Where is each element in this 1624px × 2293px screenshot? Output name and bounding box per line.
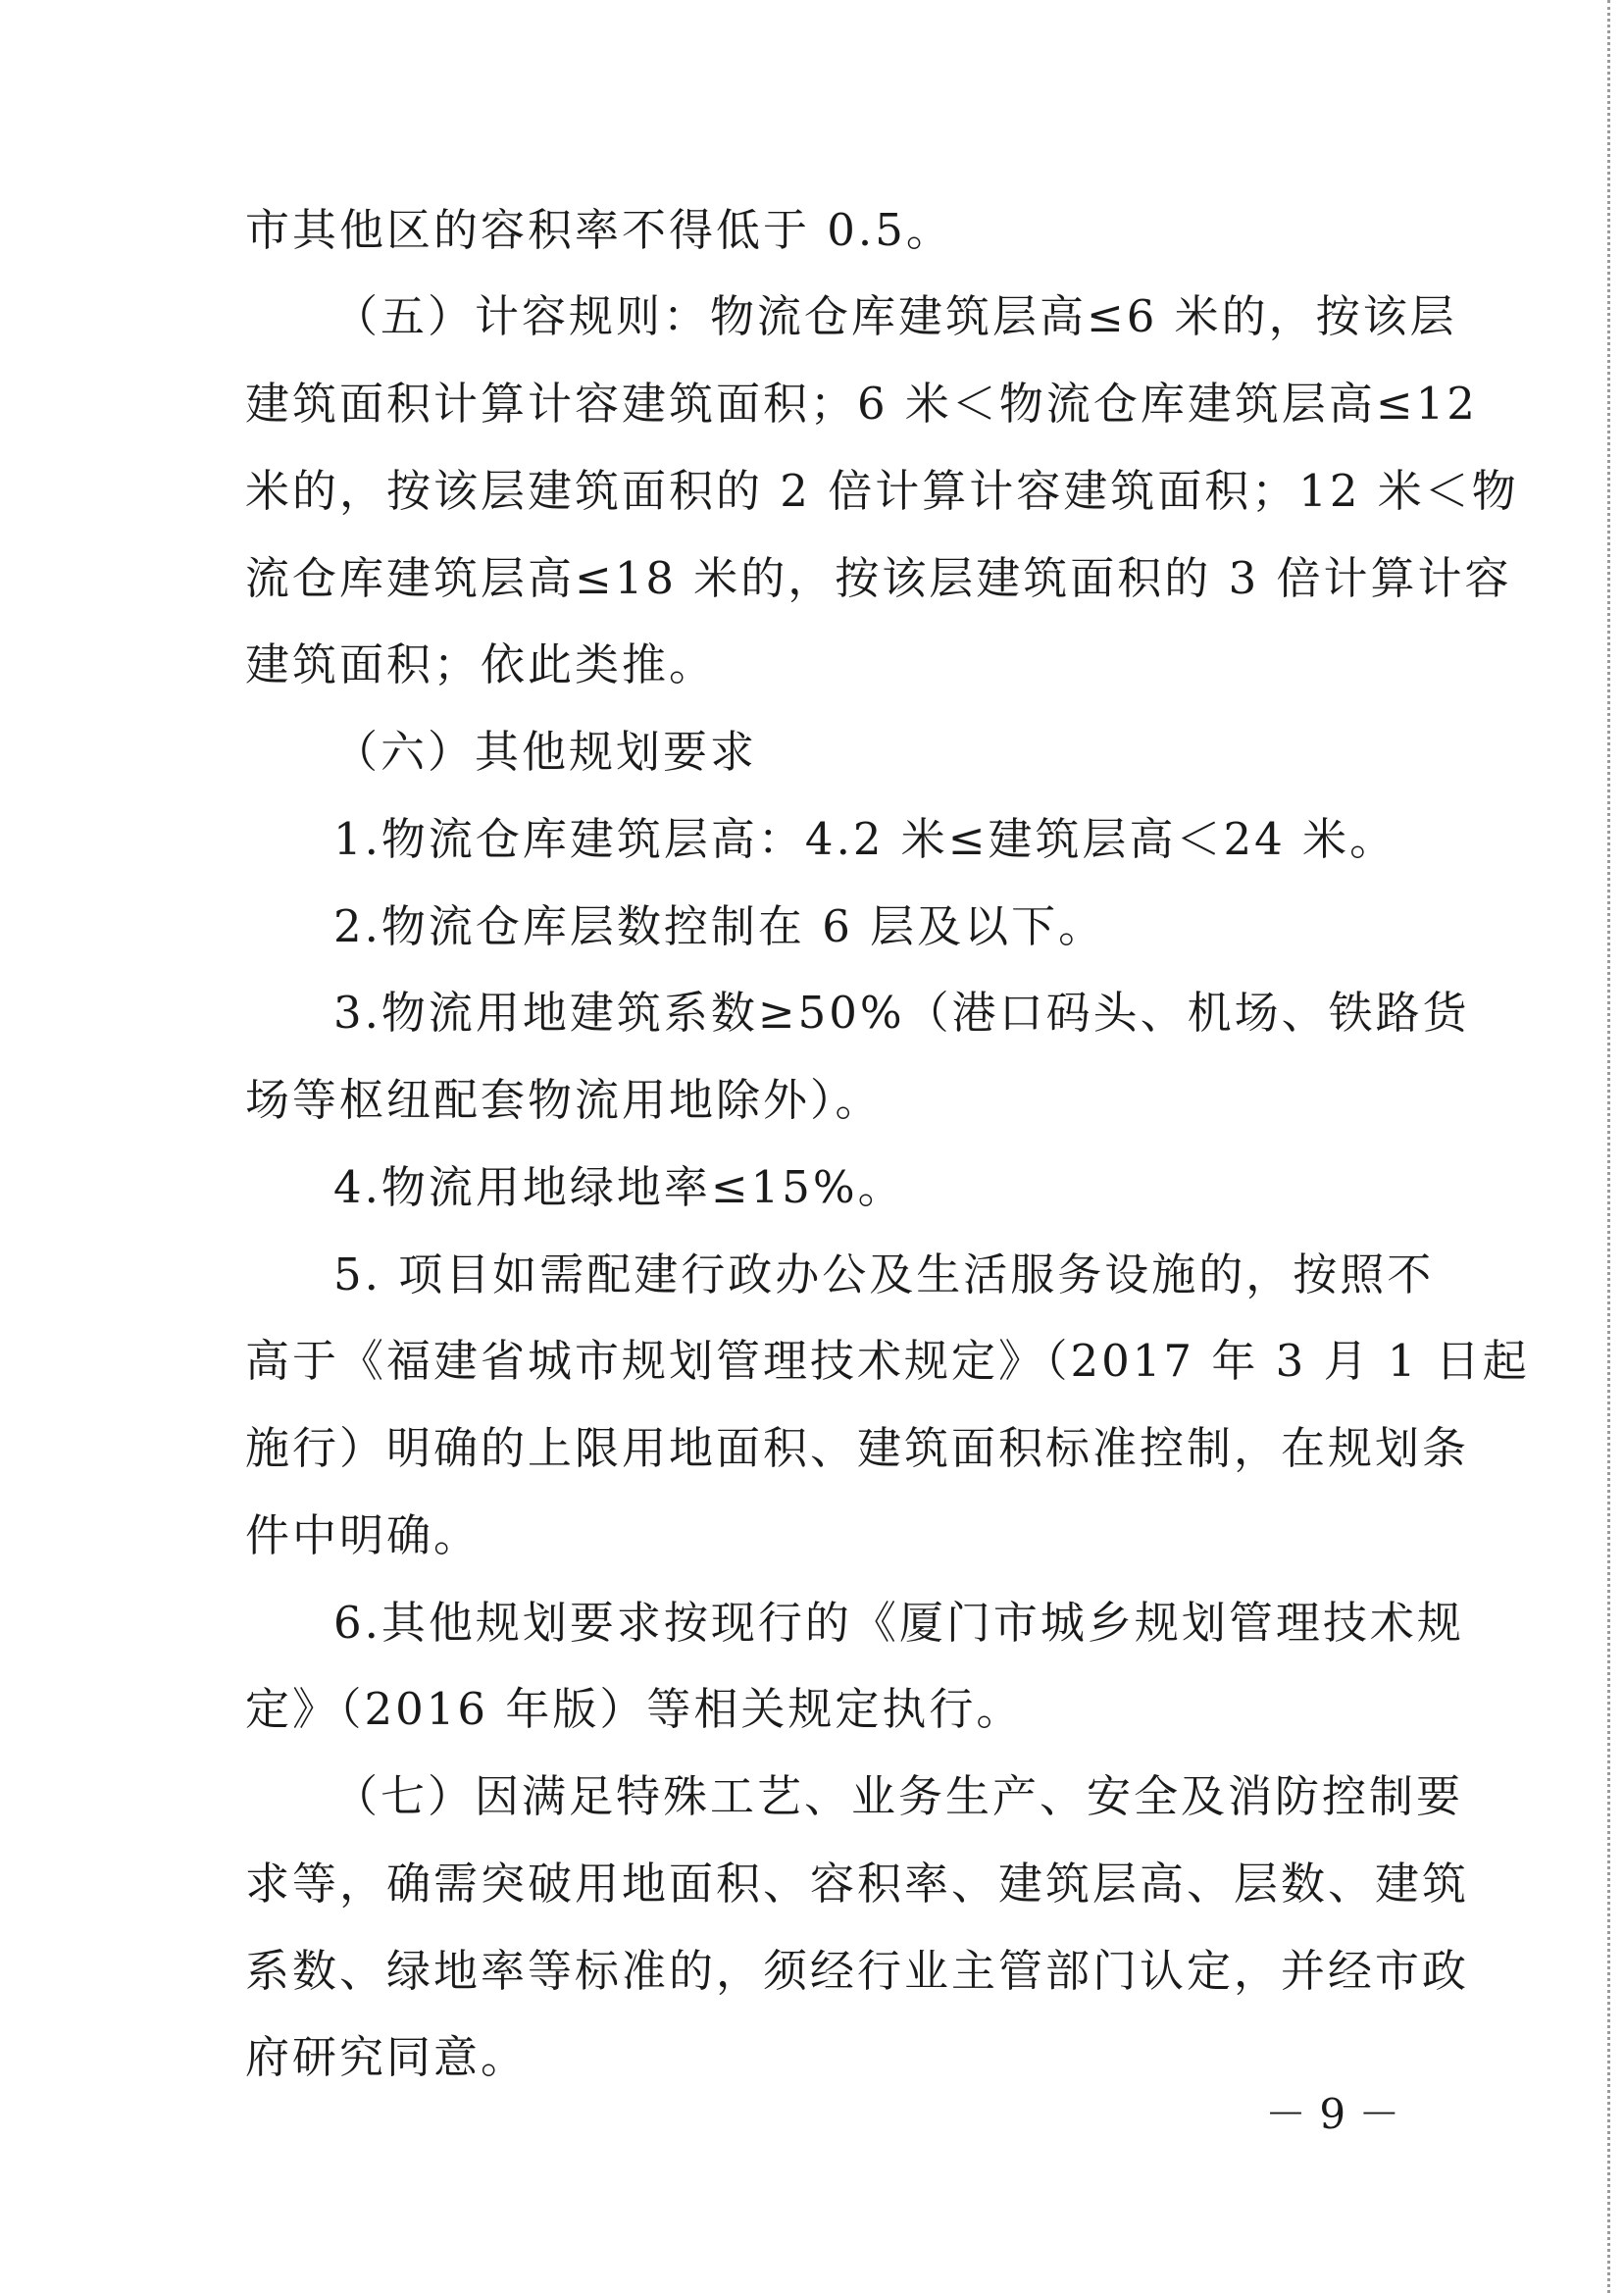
text-line-1: 市其他区的容积率不得低于 0.5。 (245, 204, 953, 256)
section-7-heading-line: （七）因满足特殊工艺、业务生产、安全及消防控制要 (333, 1770, 1464, 1822)
section-5-heading-line: （五）计容规则：物流仓库建筑层高≤6 米的，按该层 (333, 290, 1457, 342)
item-6-continuation: 定》（2016 年版）等相关规定执行。 (245, 1683, 1024, 1735)
item-3-line: 3.物流用地建筑系数≥50%（港口码头、机场、铁路货 (333, 987, 1470, 1039)
item-3-continuation: 场等枢纽配套物流用地除外）。 (245, 1074, 883, 1126)
item-5-line: 5. 项目如需配建行政办公及生活服务设施的，按照不 (333, 1248, 1435, 1300)
scan-edge-marks (1607, 0, 1610, 2293)
item-6-line: 6.其他规划要求按现行的《厦门市城乡规划管理技术规 (333, 1597, 1464, 1649)
text-line-6: 建筑面积；依此类推。 (245, 638, 717, 690)
item-5-continuation-3: 件中明确。 (245, 1509, 482, 1561)
text-line-5: 流仓库建筑层高≤18 米的，按该层建筑面积的 3 倍计算计容 (245, 552, 1512, 604)
item-4-line: 4.物流用地绿地率≤15%。 (333, 1161, 905, 1213)
section-7-continuation-3: 府研究同意。 (245, 2031, 529, 2083)
item-2-line: 2.物流仓库层数控制在 6 层及以下。 (333, 900, 1106, 952)
page-number: － 9 － (1265, 2090, 1400, 2138)
text-line-3: 建筑面积计算计容建筑面积；6 米＜物流仓库建筑层高≤12 (245, 378, 1478, 430)
section-7-continuation-2: 系数、绿地率等标准的，须经行业主管部门认定，并经市政 (245, 1945, 1470, 1997)
item-5-continuation-2: 施行）明确的上限用地面积、建筑面积标准控制，在规划条 (245, 1422, 1470, 1474)
section-7-continuation-1: 求等，确需突破用地面积、容积率、建筑层高、层数、建筑 (245, 1858, 1470, 1910)
item-5-continuation-1: 高于《福建省城市规划管理技术规定》（2017 年 3 月 1 日起 (245, 1335, 1530, 1387)
text-line-4: 米的，按该层建筑面积的 2 倍计算计容建筑面积；12 米＜物 (245, 465, 1519, 517)
section-6-heading: （六）其他规划要求 (333, 726, 758, 778)
item-1-line: 1.物流仓库建筑层高：4.2 米≤建筑层高＜24 米。 (333, 813, 1397, 865)
